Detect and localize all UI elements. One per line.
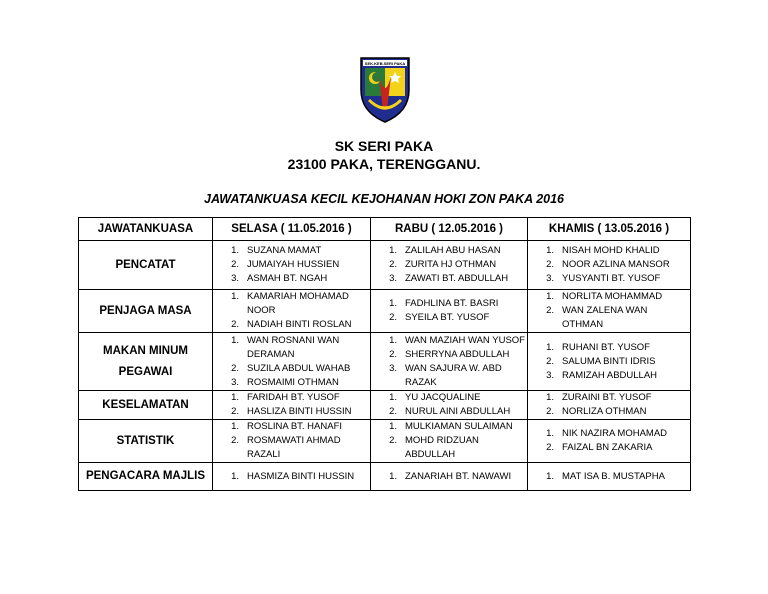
member-name: RUHANI BT. YUSOF (562, 341, 650, 353)
member-name: ZURAINI BT. YUSOF (562, 392, 652, 403)
member-name: NORLITA MOHAMMAD (562, 291, 663, 302)
member-item: 1. NORLITA MOHAMMAD (538, 290, 690, 304)
member-item: 1. NISAH MOHD KHALID (538, 244, 690, 258)
committee-name (79, 333, 213, 391)
table-row (79, 420, 691, 463)
member-name: NOOR AZLINA MANSOR (562, 259, 670, 270)
committee-name (79, 420, 213, 463)
member-item: 1. NIK NAZIRA MOHAMAD (538, 427, 690, 441)
table-row (79, 391, 691, 420)
member-item: 2. SALUMA BINTI IDRIS (538, 355, 690, 369)
member-item: 2. NOOR AZLINA MANSOR (538, 258, 690, 272)
committee-name (79, 391, 213, 420)
member-name: HASLIZA BINTI HUSSIN (247, 406, 352, 417)
member-list-khamis (528, 241, 691, 290)
member-name: FADHLINA BT. BASRI (405, 298, 499, 309)
member-list-khamis (528, 290, 691, 333)
member-item: 2. ROSMAWATI AHMAD RAZALI (223, 434, 370, 462)
member-name: FARIDAH BT. YUSOF (247, 392, 340, 403)
member-list-selasa (213, 391, 371, 420)
member-item: 2. NADIAH BINTI ROSLAN (223, 318, 370, 332)
column-header: SELASA ( 11.05.2016 ) (213, 218, 371, 241)
committee-table (78, 217, 691, 491)
member-name: ZURITA HJ OTHMAN (405, 259, 497, 270)
committee-name-line: PENCATAT (115, 258, 176, 271)
member-item: 2. SUZILA ABDUL WAHAB (223, 362, 370, 376)
member-item: 2. SHERRYNA ABDULLAH (381, 348, 527, 362)
member-name: NADIAH BINTI ROSLAN (247, 319, 352, 330)
member-item: 1. WAN MAZIAH WAN YUSOF (381, 334, 527, 348)
member-item: 1. ROSLINA BT. HANAFI (223, 420, 370, 434)
member-name: WAN MAZIAH WAN YUSOF (405, 334, 525, 346)
member-list-rabu (371, 333, 528, 391)
member-item: 1. WAN ROSNANI WAN DERAMAN (223, 334, 370, 362)
committee-name-line: PEGAWAI (118, 365, 173, 378)
member-list-selasa (213, 241, 371, 290)
member-name: MOHD RIDZUAN ABDULLAH (405, 435, 479, 460)
member-list-selasa (213, 463, 371, 491)
member-item: 2. WAN ZALENA WAN OTHMAN (538, 304, 690, 332)
member-name: SUZANA MAMAT (247, 245, 322, 256)
committee-name-line: KESELAMATAN (102, 398, 189, 411)
member-list-rabu (371, 420, 528, 463)
member-name: NORLIZA OTHMAN (562, 406, 647, 417)
member-name: ZALILAH ABU HASAN (405, 245, 501, 256)
member-name: YUSYANTI BT. YUSOF (562, 273, 661, 284)
member-item: 1. ZALILAH ABU HASAN (381, 244, 527, 258)
member-item: 2. HASLIZA BINTI HUSSIN (223, 405, 370, 419)
member-item: 2. NURUL AINI ABDULLAH (381, 405, 527, 419)
member-item: 3. WAN SAJURA W. ABD RAZAK (381, 362, 527, 390)
school-logo (357, 56, 413, 124)
member-list-khamis (528, 420, 691, 463)
member-list-selasa (213, 420, 371, 463)
member-list-selasa (213, 290, 371, 333)
member-item: 1. SUZANA MAMAT (223, 244, 370, 258)
table-row (79, 463, 691, 491)
member-item: 1. YU JACQUALINE (381, 391, 527, 405)
member-name: SUZILA ABDUL WAHAB (247, 362, 351, 374)
member-name: RAMIZAH ABDULLAH (562, 369, 658, 381)
member-name: SHERRYNA ABDULLAH (405, 348, 510, 360)
member-name: ASMAH BT. NGAH (247, 273, 328, 284)
member-name: ZAWATI BT. ABDULLAH (405, 273, 509, 284)
member-item: 1. RUHANI BT. YUSOF (538, 341, 690, 355)
member-item: 2. FAIZAL BN ZAKARIA (538, 441, 690, 455)
member-name: JUMAIYAH HUSSIEN (247, 259, 340, 270)
committee-name-line: MAKAN MINUM (103, 344, 188, 357)
member-name: NISAH MOHD KHALID (562, 245, 660, 256)
member-name: FAIZAL BN ZAKARIA (562, 442, 653, 453)
table-row (79, 290, 691, 333)
member-name: WAN SAJURA W. ABD RAZAK (405, 362, 502, 388)
member-name: MULKIAMAN SULAIMAN (405, 421, 513, 432)
column-header: RABU ( 12.05.2016 ) (371, 218, 528, 241)
member-item: 1. MULKIAMAN SULAIMAN (381, 420, 527, 434)
member-name: NIK NAZIRA MOHAMAD (562, 428, 668, 439)
committee-name (79, 463, 213, 491)
member-item: 1. ZURAINI BT. YUSOF (538, 391, 690, 405)
member-list-rabu (371, 463, 528, 491)
school-name: SK SERI PAKA (334, 138, 434, 154)
member-item: 3. ASMAH BT. NGAH (223, 272, 370, 286)
member-list-khamis (528, 333, 691, 391)
member-name: SYEILA BT. YUSOF (405, 312, 490, 323)
member-item: 1. ZANARIAH BT. NAWAWI (381, 470, 527, 484)
column-header: KHAMIS ( 13.05.2016 ) (528, 218, 691, 241)
member-list-khamis (528, 391, 691, 420)
member-name: ROSMAIMI OTHMAN (247, 376, 339, 388)
member-name: NURUL AINI ABDULLAH (405, 406, 511, 417)
member-name: ZANARIAH BT. NAWAWI (405, 470, 512, 482)
committee-name (79, 241, 213, 290)
table-row (79, 333, 691, 391)
member-item: 3. ROSMAIMI OTHMAN (223, 376, 370, 390)
member-name: WAN ZALENA WAN OTHMAN (562, 305, 648, 330)
school-address: 23100 PAKA, TERENGGANU. (287, 156, 481, 172)
member-name: WAN ROSNANI WAN DERAMAN (247, 334, 340, 360)
member-list-khamis (528, 463, 691, 491)
member-name: YU JACQUALINE (405, 392, 481, 403)
member-name: MAT ISA B. MUSTAPHA (562, 470, 665, 482)
member-item: 3. YUSYANTI BT. YUSOF (538, 272, 690, 286)
member-item: 1. FARIDAH BT. YUSOF (223, 391, 370, 405)
member-list-rabu (371, 290, 528, 333)
committee-name-line: PENJAGA MASA (99, 304, 192, 317)
committee-name-line: PENGACARA MAJLIS (85, 470, 206, 482)
committee-name-line: STATISTIK (116, 434, 175, 447)
logo-text: SEK.KEB.SERI PAKA (364, 61, 406, 66)
member-list-rabu (371, 391, 528, 420)
member-item: 1. FADHLINA BT. BASRI (381, 297, 527, 311)
member-item: 2. SYEILA BT. YUSOF (381, 311, 527, 325)
member-item: 1. MAT ISA B. MUSTAPHA (538, 470, 690, 484)
member-name: ROSLINA BT. HANAFI (247, 421, 343, 432)
committee-name (79, 290, 213, 333)
member-name: ROSMAWATI AHMAD RAZALI (247, 435, 341, 460)
table-header-row (79, 218, 691, 241)
column-header: JAWATANKUASA (79, 218, 213, 241)
member-list-selasa (213, 333, 371, 391)
document-title: JAWATANKUASA KECIL KEJOHANAN HOKI ZON PAKA 2016 (204, 192, 564, 206)
member-name: SALUMA BINTI IDRIS (562, 355, 656, 367)
member-item: 3. ZAWATI BT. ABDULLAH (381, 272, 527, 286)
member-name: KAMARIAH MOHAMAD NOOR (247, 291, 349, 316)
member-item: 2. JUMAIYAH HUSSIEN (223, 258, 370, 272)
member-item: 2. NORLIZA OTHMAN (538, 405, 690, 419)
member-item: 3. RAMIZAH ABDULLAH (538, 369, 690, 383)
member-item: 1. HASMIZA BINTI HUSSIN (223, 470, 370, 484)
member-list-rabu (371, 241, 528, 290)
member-item: 2. MOHD RIDZUAN ABDULLAH (381, 434, 527, 462)
member-name: HASMIZA BINTI HUSSIN (247, 470, 355, 482)
table-row (79, 241, 691, 290)
member-item: 1. KAMARIAH MOHAMAD NOOR (223, 290, 370, 318)
member-item: 2. ZURITA HJ OTHMAN (381, 258, 527, 272)
